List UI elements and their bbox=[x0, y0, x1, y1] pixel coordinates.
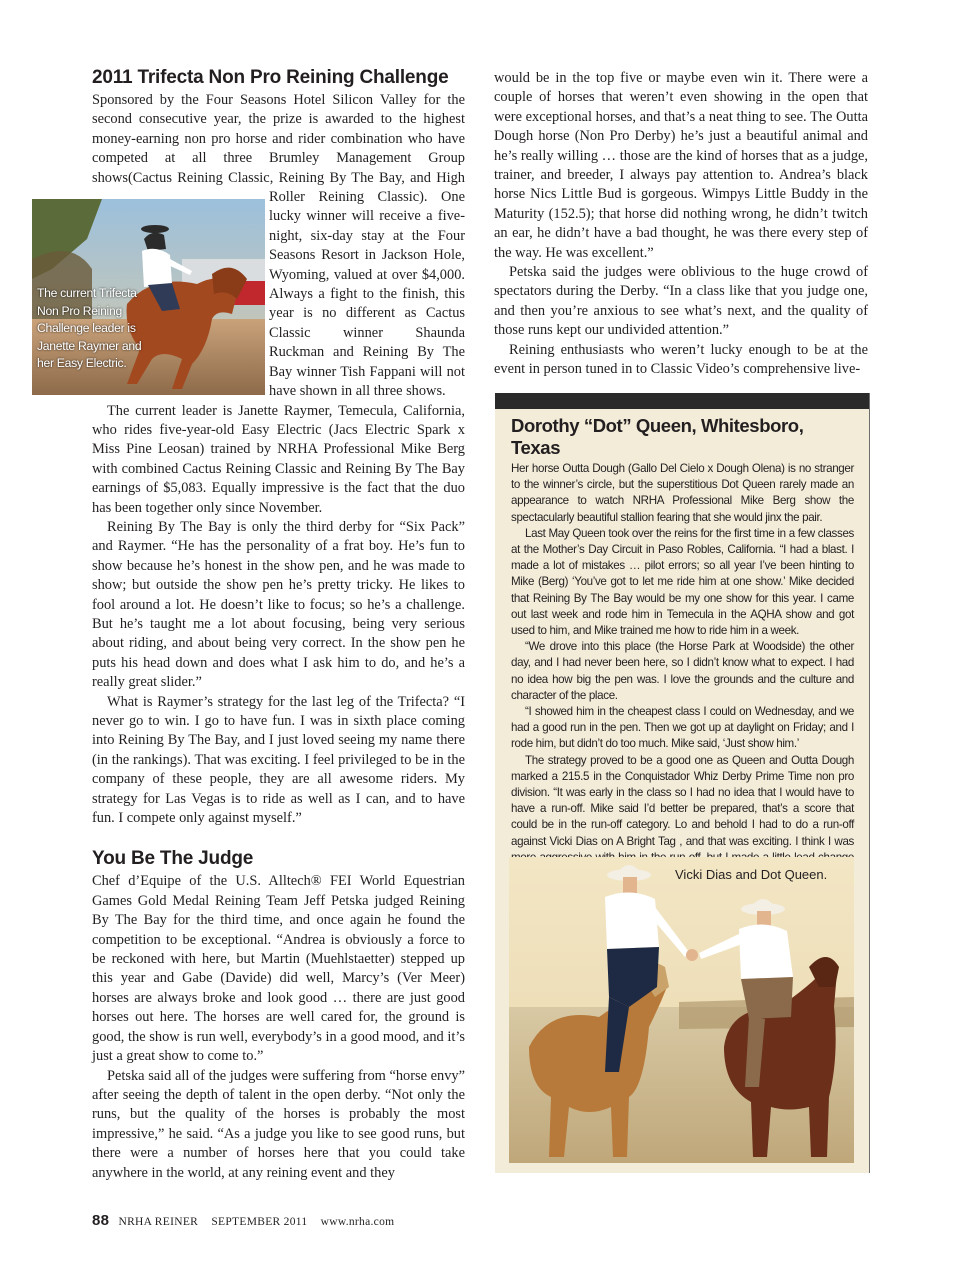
photo-raymer-caption: The current Trifecta Non Pro Reining Challenge leader is Janette Raymer and her Easy Electric. bbox=[37, 286, 142, 371]
paragraph-intro-text: Sponsored by the Four Seasons Hotel Silicon Valley for the second consecutive year, the prize is awarded to the highest money-earning non pro horse and rider combination who have competed at all three Brumley Management Group shows(Cactus Reining Classic, Reining By The Bay, and High Roller Reining Classic). One lucky winner will receive a five-night, six-day stay at the Four Seasons Resort in Jackson Hole, Wyoming, valued at over $4,000. Always a fight to the finish, this year is no different as Cactus Classic winner Shaunda Ruckman and Reining By The Bay winner Tish Fappani will not have shown in all three shows. bbox=[92, 92, 465, 400]
page-number: 88 bbox=[92, 1212, 110, 1229]
photo-dias-queen-caption: Vicki Dias and Dot Queen. bbox=[675, 867, 828, 882]
paragraph: Chef d’Equipe of the U.S. Alltech® FEI World Equestrian Games Gold Medal Reining Team Jeff Petska judged Reining By The Bay for the third time, and once again he found the competition to be exceptional. “Andrea is obviously a force to be reckoned with here, but Martin (Muehlstaetter) stepped up this year and Gabe (Davide) did well, Marcy’s (Ver Meer) horses are always broke and look good … there are just good horses out here. The horses are well cared for, the ground is good, the show is run well, everybody’s in a good mood, and it’s just a great show to come to.” bbox=[92, 873, 465, 1065]
photo-dias-queen-image bbox=[509, 857, 854, 1163]
sidebar-title: Dorothy “Dot” Queen, Whitesboro, Texas bbox=[511, 415, 804, 458]
sidebar-paragraph: “We drove into this place (the Horse Park at Woodside) the other day, and I had never been here, so I didn’t know what to expect. I had no idea how big the pen was. I love the grounds and the culture and character of the place. bbox=[511, 640, 854, 702]
sidebar-paragraph: Her horse Outta Dough (Gallo Del Cielo x Dough Olena) is no stranger to the winner’s circle, but the superstitious Dot Queen rarely made an appearance to watch NRHA Professional Mike Berg show the spectacularly beautiful stallion fearing that she would jinx the pair. bbox=[511, 462, 854, 524]
section-heading-trifecta: 2011 Trifecta Non Pro Reining Challenge bbox=[92, 67, 449, 88]
paragraph: Reining By The Bay is only the third derby for “Six Pack” and Raymer. “He has the personality of a frat boy. He’s fun to show because he’s honest in the show pen, and he was made to show; but outside the show pen he’s pretty tricky. He likes to fool around a lot. He doesn’t like to focus; so he’s a challenge. But he’s taught me a lot about focusing, being very serious about riding, and about being very correct. In the show pen he puts his head down and does what I ask him to do, and he’s a really great slider.” bbox=[92, 518, 465, 691]
sidebar-paragraph: The strategy proved to be a good one as Queen and Outta Dough marked a 215.5 in the Conquistador Whiz Derby Prime Time non pro division. “It was early in the class so I had no idea that I would have to have a run-off. Mike said I’d better be prepared, that’s a score that could be in the run-off category. Lo and behold I had to do a run-off against Vicki Dias on A Bright Tag , and that was exciting. I think I was bbox=[511, 753, 854, 848]
paragraph: The current leader is Janette Raymer, Temecula, California, who rides five-year-old Easy Electric (Jacs Electric Spark x Miss Pine Leosan) trained by NRHA Professional Mike Berg with combined Cactus Reining Classic and Reining By The Bay earnings of $5,083. Equally impressive is the fact that the duo has been together only since November. bbox=[92, 402, 465, 516]
publication-name: NRHA REINER bbox=[118, 1216, 199, 1228]
photo-raymer-easy-electric bbox=[32, 199, 265, 395]
page-footer bbox=[92, 1212, 394, 1229]
paragraph: would be in the top five or maybe even win it. There were a couple of horses that weren’t even showing in the open that were exceptional horses, and that’s a neat thing to see. The Outta Dough horse (Non Pro Derby) he’s just a beautiful animal and he’s really willing … those are the kind of horses that as a judge, trainer, and breeder, I always pay attention to. Andrea’s black horse Nics Little Bud is gorgeous. Wimpys Little Buddy in the Maturity (152.5); that horse did nothing wrong, he didn’t twitch an ear, he didn’t have a bad thought, he was there every step of the way. He was excellent.” bbox=[494, 70, 868, 261]
website-url: www.nrha.com bbox=[320, 1216, 395, 1228]
sidebar-paragraph: “I showed him in the cheapest class I could on Wednesday, and we had a good run in the pen. Then we got up at daylight on Friday; and I rode him, but didn’t do too much. Mike said, ‘Just show him.’ bbox=[511, 705, 854, 751]
paragraph: Petska said the judges were oblivious to the huge crowd of spectators during the Derby. “In a class like that you judge one, and then you’re anxious to see what’s next, and the quality of those runs kept our undivided attention.” bbox=[494, 264, 868, 339]
sidebar-content bbox=[511, 415, 854, 882]
paragraph: What is Raymer’s strategy for the last leg of the Trifecta? “I never go to win. I go to have fun. I was in sixth place coming into Reining By The Bay, and I just loved seeing my name there (in the rankings). That was exciting. I feel privileged to be in the company of these people, they are all awesome riders. My strategy for Las Vegas is to ride as well as I can, and to have fun. I compete only against myself.” bbox=[92, 693, 465, 827]
section-heading-judge: You Be The Judge bbox=[92, 848, 254, 870]
right-column bbox=[494, 69, 868, 380]
issue-date: SEPTEMBER 2011 bbox=[211, 1216, 308, 1228]
paragraph: Reining enthusiasts who weren’t lucky enough to be at the event in person tuned in to Classic Video’s comprehensive live- bbox=[494, 341, 868, 378]
paragraph: Petska said all of the judges were suffering from “horse envy” after seeing the depth of talent in the open derby. “Not only the runs, but the quality of the horses is probably the most impressive,” he said. “As a judge you like to see good runs, but there were a number of horses here that you could take anywhere in the world, at any reining event and they bbox=[92, 1067, 465, 1181]
sidebar-top-bar bbox=[495, 393, 869, 409]
section-you-be-the-judge bbox=[92, 847, 465, 1183]
photo-dias-queen bbox=[509, 857, 854, 1163]
sidebar-paragraph: Last May Queen took over the reins for the first time in a few classes at the Mother’s Day Circuit in Paso Robles, California. “I had a blast. I made a lot of mistakes … pilot errors; so all year I’ve been hinting to Mike (Berg) ‘You’ve got to let me ride him at one show.’ Mike decided that Reining By The Bay would be my one show for this year. I came out last week and rode him in Temecula in the AQHA show and got used to him, and Mike trained me how to ride him in a week. bbox=[511, 526, 854, 638]
